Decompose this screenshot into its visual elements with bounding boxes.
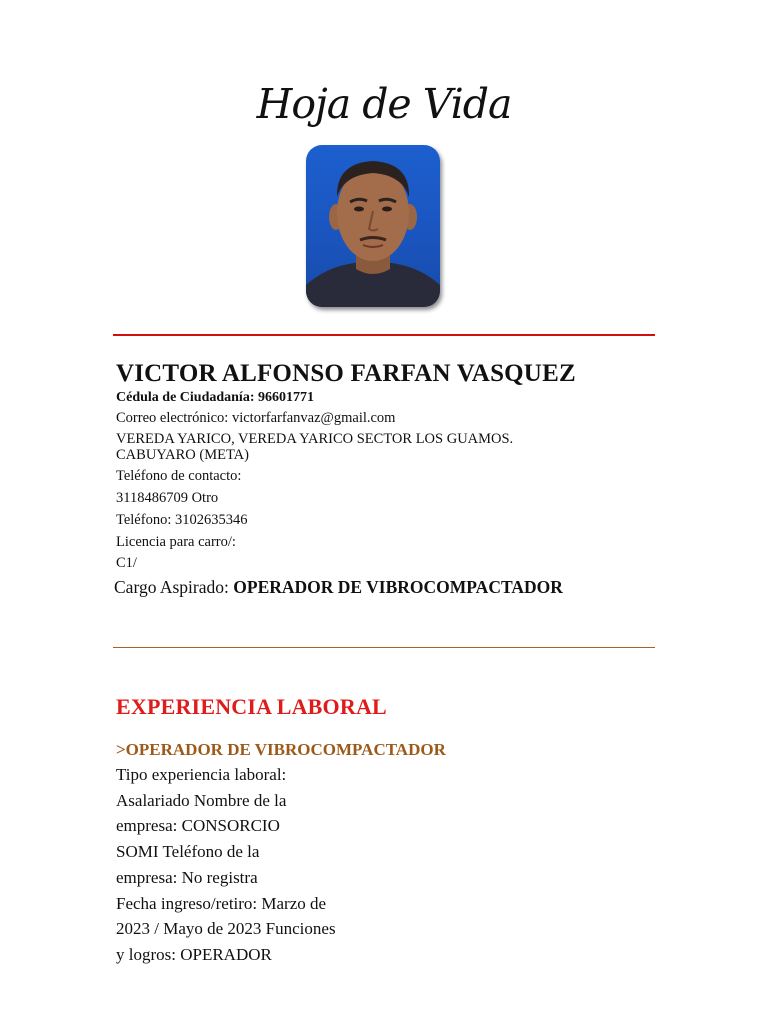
job-line: empresa: CONSORCIO	[116, 816, 280, 836]
section-divider	[113, 647, 655, 648]
profile-photo	[306, 145, 440, 307]
contact-label: Teléfono de contacto:	[116, 468, 242, 484]
license-label: Licencia para carro/:	[116, 534, 236, 550]
id-line	[116, 390, 314, 406]
job-line: SOMI Teléfono de la	[116, 842, 260, 862]
license-value: C1/	[116, 555, 137, 571]
job-line: Fecha ingreso/retiro: Marzo de	[116, 893, 327, 913]
job-line: y logros: OPERADOR	[116, 944, 272, 964]
job-line: Tipo experiencia laboral:	[116, 765, 287, 784]
job-description	[116, 762, 376, 968]
experience-section-title: EXPERIENCIA LABORAL	[116, 694, 387, 719]
id-number: 96601771	[257, 390, 314, 405]
job-line: 2023 / Mayo de 2023 Funciones	[116, 919, 336, 939]
id-label: Cédula de Ciudadanía:	[116, 390, 255, 405]
job-title: >OPERADOR DE VIBROCOMPACTADOR	[116, 740, 446, 759]
job-line: empresa: No registra	[116, 867, 258, 887]
address-line-1: VEREDA YARICO, VEREDA YARICO SECTOR LOS GUAMOS.	[116, 431, 514, 447]
cargo-label: Cargo Aspirado:	[114, 577, 229, 597]
person-name: VICTOR ALFONSO FARFAN VASQUEZ	[116, 360, 576, 387]
email-line: Correo electrónico: victorfarfanvaz@gmail.com	[116, 410, 396, 426]
person-photo-icon	[306, 145, 440, 307]
address-line-2: CABUYARO (META)	[116, 447, 249, 463]
page-title: Hoja de Vida	[256, 80, 512, 128]
header-divider	[113, 334, 655, 336]
cargo-value: OPERADOR DE VIBROCOMPACTADOR	[233, 577, 563, 597]
job-line: Asalariado Nombre de la	[116, 790, 287, 810]
contact-value: 3118486709 Otro	[116, 490, 219, 506]
cargo-line	[114, 577, 563, 598]
phone-line: Teléfono: 3102635346	[116, 512, 248, 528]
